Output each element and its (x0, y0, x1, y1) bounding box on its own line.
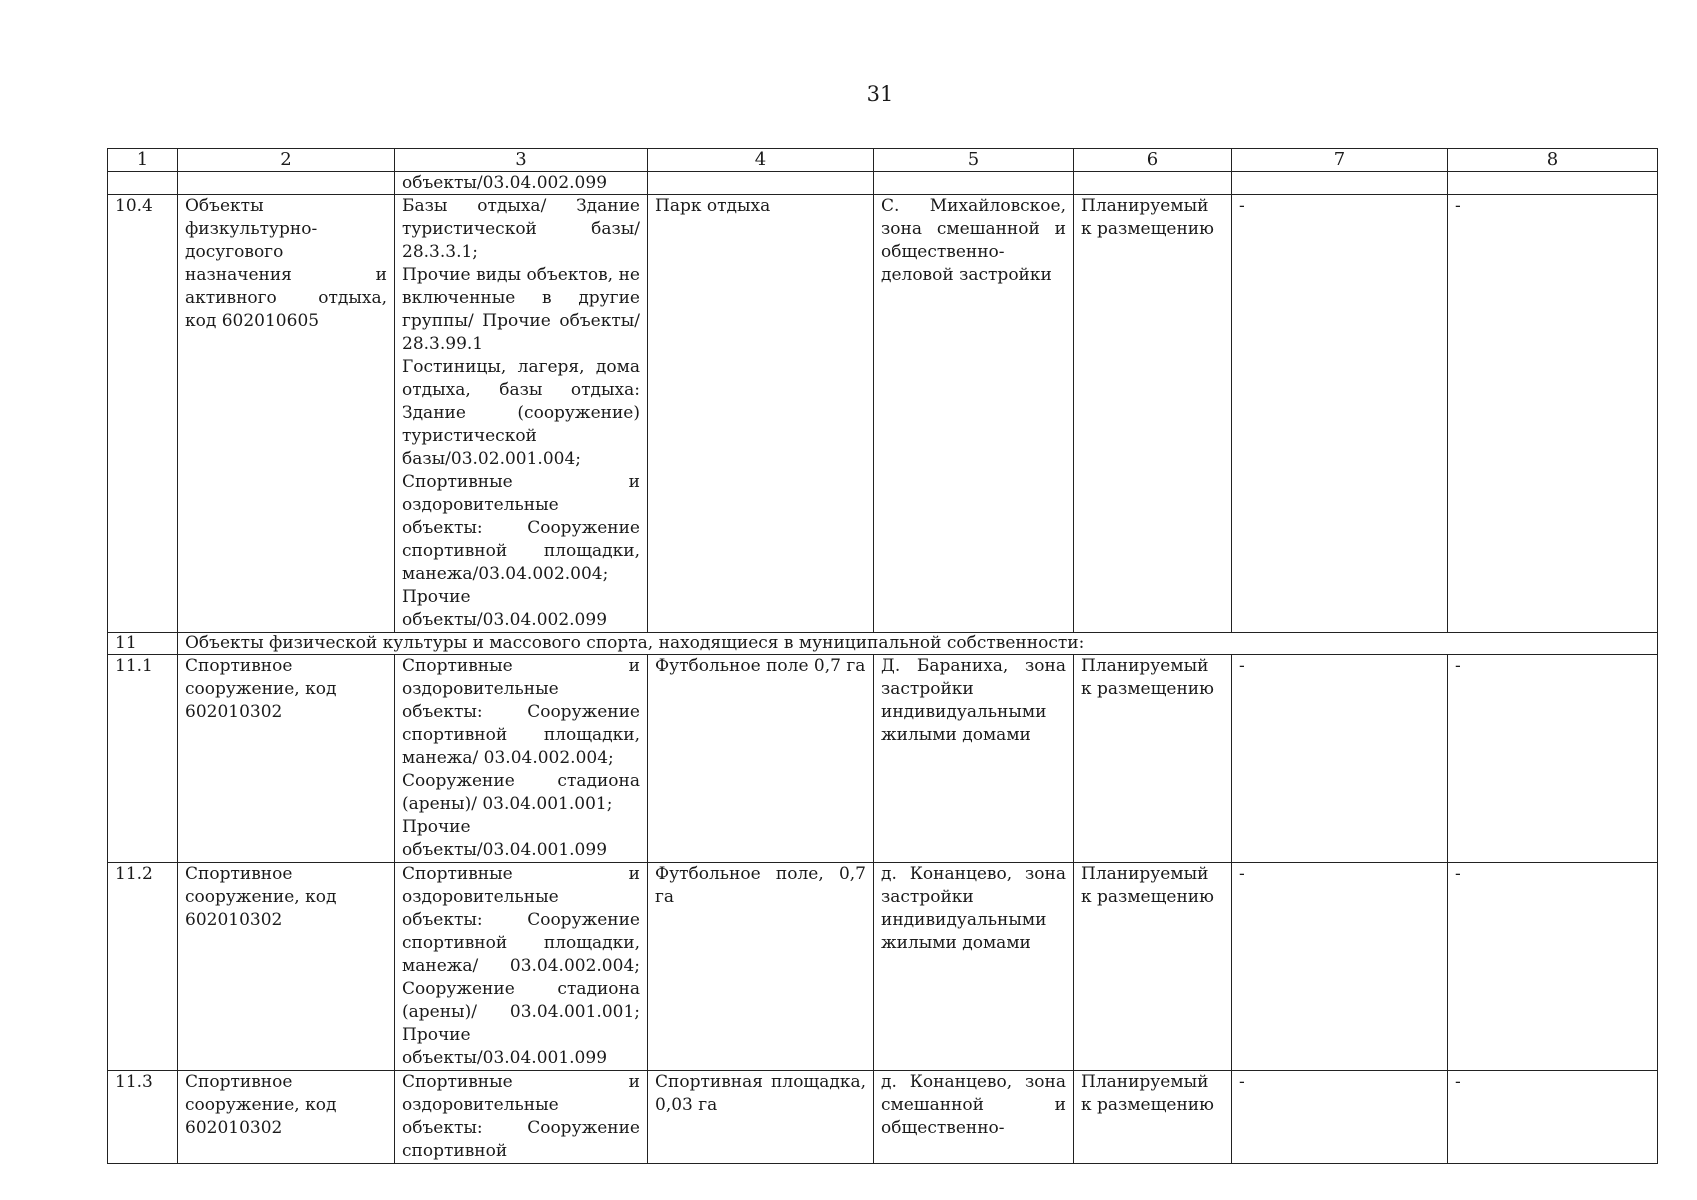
column-7-value: - (1232, 863, 1448, 1071)
continuation-cell-6 (1074, 172, 1232, 195)
object-kind: Спортивные и оздоровительные объекты: Сооружение спортивной площадки, манежа/ 03.04.002.004; Сооружение стадиона (арены)/ 03.04.001.001; Прочие объекты/03.04.001.099 (395, 655, 648, 863)
table-row-11-2 (108, 863, 1658, 1071)
section-row-11 (108, 633, 1658, 655)
object-characteristics: Спортивная площадка, 0,03 га (648, 1071, 874, 1164)
continuation-cell-8 (1448, 172, 1658, 195)
object-status: Планируемый к размещению (1074, 863, 1232, 1071)
column-7-value: - (1232, 1071, 1448, 1164)
header-cell-2: 2 (178, 149, 395, 172)
object-kind: Базы отдыха/ Здание туристической базы/ 28.3.3.1; Прочие виды объектов, не включенные в другие группы/ Прочие объекты/ 28.3.99.1 Гостиницы, лагеря, дома отдыха, базы отдыха: Здание (сооружение) туристической базы/03.02.001.004; Спортивные и оздоровительные объекты: Сооружение спортивной площадки, манежа/03.04.002.004; Прочие объекты/03.04.002.099 (395, 195, 648, 633)
object-status: Планируемый к размещению (1074, 655, 1232, 863)
column-number-header-row (108, 149, 1658, 172)
object-characteristics: Футбольное поле, 0,7 га (648, 863, 874, 1071)
row-number: 11.2 (108, 863, 178, 1071)
object-location: д. Конанцево, зона застройки индивидуальными жилыми домами (874, 863, 1074, 1071)
planning-objects-table (107, 148, 1658, 1164)
column-8-value: - (1448, 1071, 1658, 1164)
column-8-value: - (1448, 655, 1658, 863)
row-number: 11.1 (108, 655, 178, 863)
table-row-10-4 (108, 195, 1658, 633)
header-cell-8: 8 (1448, 149, 1658, 172)
object-kind: Спортивные и оздоровительные объекты: Сооружение спортивной (395, 1071, 648, 1164)
continuation-cell-7 (1232, 172, 1448, 195)
header-cell-3: 3 (395, 149, 648, 172)
continuation-row (108, 172, 1658, 195)
page-number: 31 (866, 82, 894, 106)
object-name: Объекты физкультурно-досугового назначения и активного отдыха, код 602010605 (178, 195, 395, 633)
object-characteristics: Парк отдыха (648, 195, 874, 633)
continuation-cell-4 (648, 172, 874, 195)
object-status: Планируемый к размещению (1074, 195, 1232, 633)
object-status: Планируемый к размещению (1074, 1071, 1232, 1164)
object-kind: Спортивные и оздоровительные объекты: Сооружение спортивной площадки, манежа/ 03.04.002.004; Сооружение стадиона (арены)/ 03.04.001.001; Прочие объекты/03.04.001.099 (395, 863, 648, 1071)
section-title: Объекты физической культуры и массового спорта, находящиеся в муниципальной собственности: (178, 633, 1658, 655)
row-number: 10.4 (108, 195, 178, 633)
object-location: д. Конанцево, зона смешанной и общественно- (874, 1071, 1074, 1164)
section-number: 11 (108, 633, 178, 655)
continuation-cell-3: объекты/03.04.002.099 (395, 172, 648, 195)
column-7-value: - (1232, 655, 1448, 863)
header-cell-1: 1 (108, 149, 178, 172)
table-row-11-3 (108, 1071, 1658, 1164)
continuation-cell-1 (108, 172, 178, 195)
header-cell-6: 6 (1074, 149, 1232, 172)
header-cell-5: 5 (874, 149, 1074, 172)
column-8-value: - (1448, 195, 1658, 633)
object-name: Спортивное сооружение, код 602010302 (178, 1071, 395, 1164)
continuation-cell-5 (874, 172, 1074, 195)
continuation-cell-2 (178, 172, 395, 195)
row-number: 11.3 (108, 1071, 178, 1164)
table-row-11-1 (108, 655, 1658, 863)
object-location: Д. Бараниха, зона застройки индивидуальными жилыми домами (874, 655, 1074, 863)
header-cell-7: 7 (1232, 149, 1448, 172)
object-name: Спортивное сооружение, код 602010302 (178, 863, 395, 1071)
object-name: Спортивное сооружение, код 602010302 (178, 655, 395, 863)
object-location: С. Михайловское, зона смешанной и общественно-деловой застройки (874, 195, 1074, 633)
column-7-value: - (1232, 195, 1448, 633)
header-cell-4: 4 (648, 149, 874, 172)
object-characteristics: Футбольное поле 0,7 га (648, 655, 874, 863)
column-8-value: - (1448, 863, 1658, 1071)
